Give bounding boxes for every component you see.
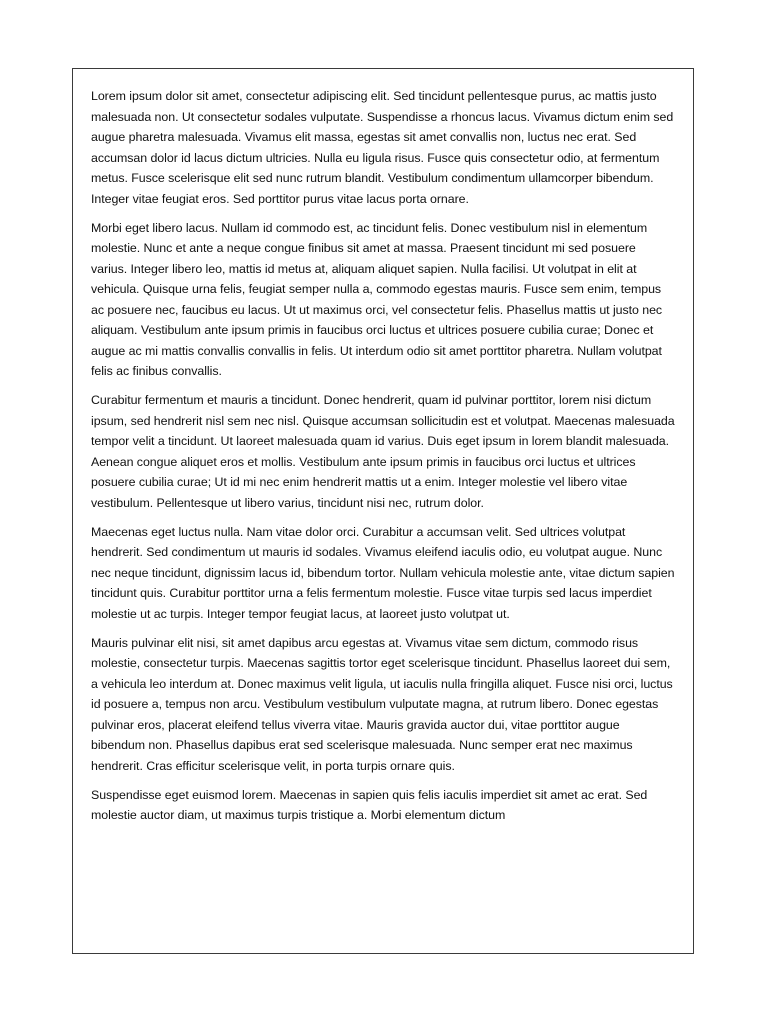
paragraph-1: Lorem ipsum dolor sit amet, consectetur adipiscing elit. Sed tincidunt pellentesque purus, ac mattis justo malesuada non. Ut consectetur sodales vulputate. Suspendisse a rhoncus lacus. Vivamus dictum enim sed augue pharetra malesuada. Vivamus elit massa, egestas sit amet convallis non, luctus nec erat. Sed accumsan dolor id lacus dictum ultricies. Nulla eu ligula risus. Fusce quis consectetur odio, at fermentum metus. Fusce scelerisque elit sed nunc rutrum blandit. Vestibulum condimentum ullamcorper bibendum. Integer vitae feugiat eros. Sed porttitor purus vitae lacus porta ornare. <box>91 89 674 206</box>
paragraph-5: Mauris pulvinar elit nisi, sit amet dapibus arcu egestas at. Vivamus vitae sem dictum, commodo risus molestie, consectetur turpis. Maecenas sagittis tortor eget scelerisque tincidunt. Phasellus laoreet dui sem, a vehicula leo interdum at. Donec maximus velit ligula, ut iaculis nulla fringilla aliquet. Fusce nisi orci, luctus id posuere a, tempus non arcu. Vestibulum vestibulum vulputate magna, at rutrum libero. Donec egestas pulvinar eros, placerat eleifend tellus viverra vitae. Mauris gravida auctor dui, vitae porttitor augue bibendum non. Phasellus dapibus erat sed scelerisque malesuada. Nunc semper erat nec maximus hendrerit. Cras efficitur scelerisque velit, in porta turpis ornare quis. <box>91 635 673 773</box>
document-page <box>72 68 694 954</box>
paragraph-2: Morbi eget libero lacus. Nullam id commodo est, ac tincidunt felis. Donec vestibulum nisl in elementum molestie. Nunc et ante a neque congue finibus sit amet at massa. Praesent tincidunt mi sed posuere varius. Integer libero leo, mattis id metus at, aliquam aliquet sapien. Nulla facilisi. Ut volutpat in elit at vehicula. Quisque urna felis, feugiat semper nulla a, commodo egestas mauris. Fusce sem enim, tempus ac posuere nec, faucibus eu lacus. Ut ut maximus orci, vel consectetur felis. Phasellus mattis ut justo nec aliquam. Vestibulum ante ipsum primis in faucibus orci luctus et ultrices posuere cubilia curae; Donec et augue ac mi mattis convallis convallis in felis. Ut interdum odio sit amet porttitor pharetra. Nullam volutpat felis ac finibus convallis. <box>91 220 663 378</box>
paragraph-4: Maecenas eget luctus nulla. Nam vitae dolor orci. Curabitur a accumsan velit. Sed ultrices volutpat hendrerit. Sed condimentum ut mauris id sodales. Vivamus eleifend iaculis odio, eu volutpat augue. Nunc nec neque tincidunt, dignissim lacus id, bibendum tortor. Nullam vehicula molestie ante, vitae dictum sapien tincidunt quis. Curabitur porttitor urna a felis fermentum molestie. Fusce vitae turpis sed lacus imperdiet molestie ut ac turpis. Integer tempor feugiat lacus, at laoreet justo volutpat ut. <box>91 524 675 621</box>
paragraph-6: Suspendisse eget euismod lorem. Maecenas in sapien quis felis iaculis imperdiet sit amet ac erat. Sed molestie auctor diam, ut maximus turpis tristique a. Morbi elementum dictum <box>91 787 648 822</box>
paragraph-3: Curabitur fermentum et mauris a tincidunt. Donec hendrerit, quam id pulvinar porttitor, lorem nisi dictum ipsum, sed hendrerit nisl sem nec nisl. Quisque accumsan sollicitudin est et volutpat. Maecenas malesuada tempor velit a tincidunt. Ut laoreet malesuada quam id varius. Duis eget ipsum in lorem blandit malesuada. Aenean congue aliquet eros et mollis. Vestibulum ante ipsum primis in faucibus orci luctus et ultrices posuere cubilia curae; Ut id mi nec enim hendrerit mattis ut a enim. Integer molestie vel libero vitae vestibulum. Pellentesque ut libero varius, tincidunt nisi nec, rutrum dolor. <box>91 393 675 510</box>
